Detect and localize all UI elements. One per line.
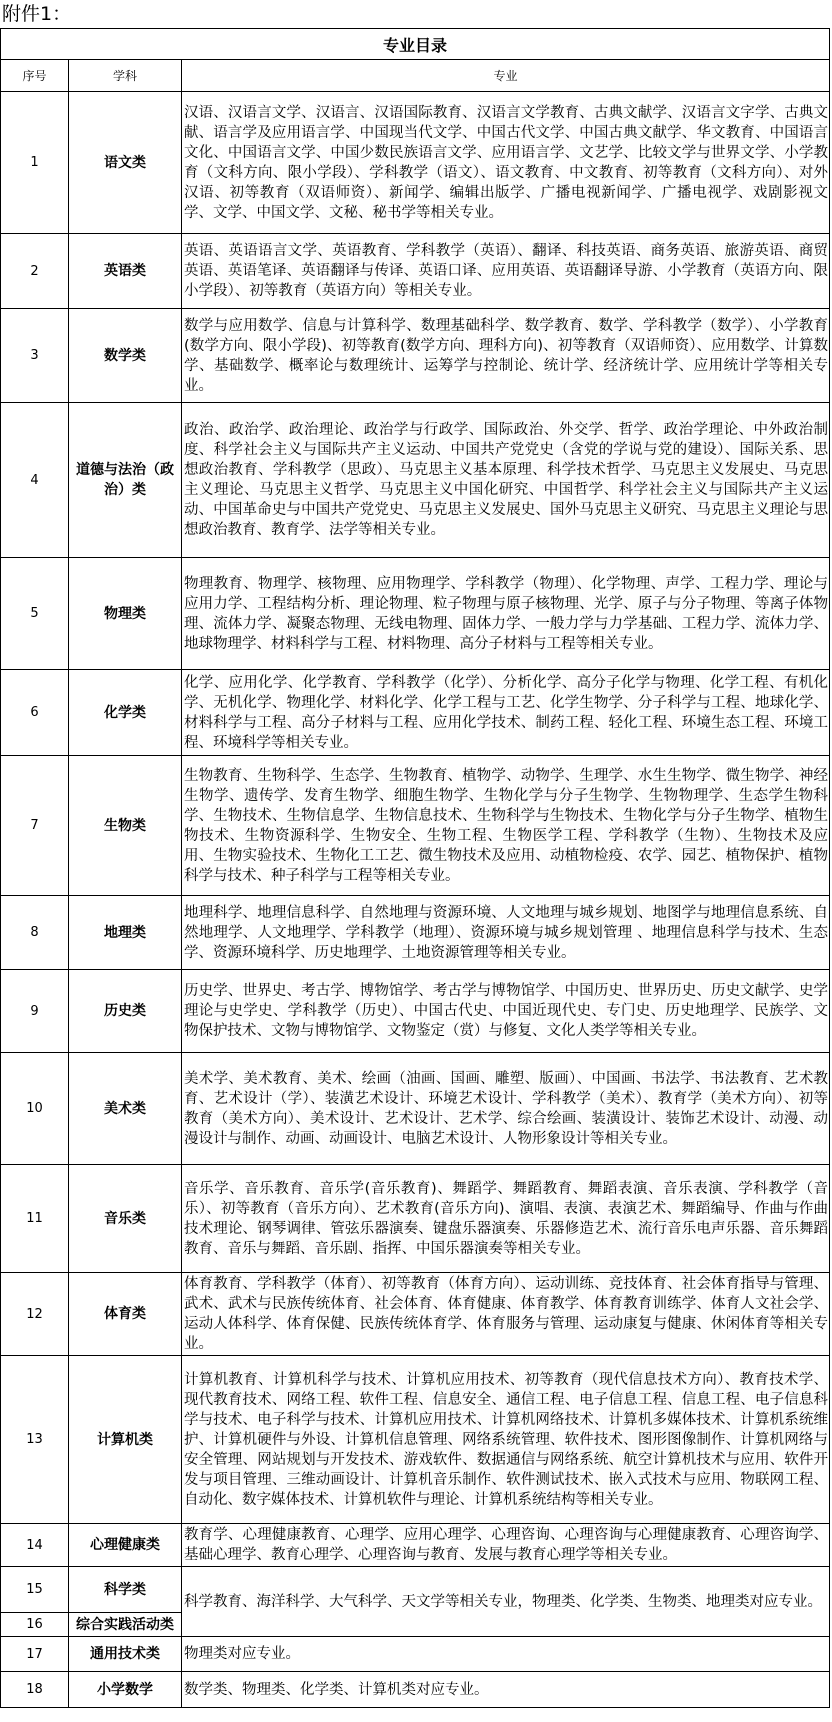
subject-cell: 计算机类	[69, 1356, 182, 1524]
row-number: 14	[1, 1524, 69, 1567]
row-number: 16	[1, 1613, 69, 1637]
major-cell: 体育教育、学科教学（体育）、初等教育（体育方向）、运动训练、竞技体育、社会体育指导与管理、武术、武术与民族传统体育、社会体育、体育健康、体育教学、体育教育训练学、体育人文社会学、运动人体科学、体育保健、民族传统体育学、体育服务与管理、运动康复与健康、休闲体育等相关专业。	[182, 1273, 830, 1356]
attachment-label: 附件1：	[2, 3, 72, 25]
table-row	[1, 1356, 830, 1524]
major-cell: 数学类、物理类、化学类、计算机类对应专业。	[182, 1672, 830, 1708]
major-cell: 汉语、汉语言文学、汉语言、汉语国际教育、汉语言文学教育、古典文献学、汉语言文字学、古典文献、语言学及应用语言学、中国现当代文学、中国古代文学、中国古典文献学、华文教育、中国语言文化、中国语言文学、中国少数民族语言文学、应用语言学、文艺学、比较文学与世界文学、小学教育（文科方向、限小学段）、学科教学（语文）、语文教育、中文教育、初等教育（文科方向）、对外汉语、初等教育（双语师资）、新闻学、编辑出版学、广播电视新闻学、广播电视学、戏剧影视文学、文学、中国文学、文秘、秘书学等相关专业。	[182, 92, 830, 234]
subject-cell: 化学类	[69, 670, 182, 756]
row-number: 17	[1, 1637, 69, 1672]
major-cell: 物理教育、物理学、核物理、应用物理学、学科教学（物理）、化学物理、声学、工程力学、理论与应用力学、工程结构分析、理论物理、粒子物理与原子核物理、光学、原子与分子物理、等离子体物理、流体力学、凝聚态物理、无线电物理、固体力学、一般力学与力学基础、工程力学、流体力学、地球物理学、材料科学与工程、材料物理、高分子材料与工程等相关专业。	[182, 558, 830, 670]
subject-cell: 地理类	[69, 896, 182, 970]
subject-cell: 科学类	[69, 1567, 182, 1613]
subject-cell: 综合实践活动类	[69, 1613, 182, 1637]
major-cell: 美术学、美术教育、美术、绘画（油画、国画、雕塑、版画）、中国画、书法学、书法教育、艺术教育、艺术设计（学）、装潢艺术设计、环境艺术设计、学科教学（美术）、教育学（美术方向）、初等教育（美术方向）、美术设计、艺术设计、艺术学、综合绘画、装潢设计、装饰艺术设计、动漫、动漫设计与制作、动画、动画设计、电脑艺术设计、人物形象设计等相关专业。	[182, 1053, 830, 1165]
subject-cell: 美术类	[69, 1053, 182, 1165]
major-cell: 生物教育、生物科学、生态学、生物教育、植物学、动物学、生理学、水生生物学、微生物学、神经生物学、遗传学、发育生物学、细胞生物学、生物化学与分子生物学、生物物理学、生态学生物科学、生物技术、生物信息学、生物信息技术、生物科学与生物技术、生物化学与分子生物学、植物生物技术、生物资源科学、生物安全、生物工程、生物医学工程、学科教学（生物）、生物技术及应用、生物实验技术、生物化工工艺、微生物技术及应用、动植物检疫、农学、园艺、植物保护、植物科学与技术、种子科学与工程等相关专业。	[182, 756, 830, 896]
table-row	[1, 558, 830, 670]
table-row	[1, 1165, 830, 1273]
major-cell: 教育学、心理健康教育、心理学、应用心理学、心理咨询、心理咨询与心理健康教育、心理咨询学、基础心理学、教育心理学、心理咨询与教育、发展与教育心理学等相关专业。	[182, 1524, 830, 1567]
table-row	[1, 1524, 830, 1567]
subject-cell: 通用技术类	[69, 1637, 182, 1672]
major-cell: 政治、政治学、政治理论、政治学与行政学、国际政治、外交学、哲学、政治学理论、中外政治制度、科学社会主义与国际共产主义运动、中国共产党党史（含党的学说与党的建设）、国际关系、思想政治教育、学科教学（思政）、马克思主义基本原理、科学技术哲学、马克思主义发展史、马克思主义理论、马克思主义哲学、马克思主义中国化研究、中国哲学、科学社会主义与国际共产主义运动、中国革命史与中国共产党党史、马克思主义发展史、国外马克思主义研究、马克思主义理论与思想政治教育、教育学、法学等相关专业。	[182, 403, 830, 558]
subject-cell: 生物类	[69, 756, 182, 896]
row-number: 1	[1, 92, 69, 234]
row-number: 15	[1, 1567, 69, 1613]
table-row	[1, 970, 830, 1053]
header-subject: 学科	[69, 60, 182, 92]
subject-cell: 物理类	[69, 558, 182, 670]
row-number: 3	[1, 309, 69, 403]
header-major: 专业	[182, 60, 830, 92]
major-cell: 英语、英语语言文学、英语教育、学科教学（英语）、翻译、科技英语、商务英语、旅游英语、商贸英语、英语笔译、英语翻译与传译、英语口译、应用英语、英语翻译导游、小学教育（英语方向、限小学段）、初等教育（英语方向）等相关专业。	[182, 234, 830, 309]
row-number: 13	[1, 1356, 69, 1524]
row-number: 2	[1, 234, 69, 309]
row-number: 11	[1, 1165, 69, 1273]
major-cell: 科学教育、海洋科学、大气科学、天文学等相关专业，物理类、化学类、生物类、地理类对应专业。	[182, 1567, 830, 1637]
table-row	[1, 309, 830, 403]
subject-cell: 数学类	[69, 309, 182, 403]
table-row	[1, 756, 830, 896]
row-number: 4	[1, 403, 69, 558]
table-row	[1, 1672, 830, 1708]
row-number: 8	[1, 896, 69, 970]
row-number: 10	[1, 1053, 69, 1165]
row-number: 6	[1, 670, 69, 756]
major-cell: 地理科学、地理信息科学、自然地理与资源环境、人文地理与城乡规划、地图学与地理信息系统、自然地理学、人文地理学、学科教学（地理）、资源环境与城乡规划管理 、地理信息科学与技术、生态学、资源环境科学、历史地理学、土地资源管理等相关专业。	[182, 896, 830, 970]
subject-cell: 道德与法治（政治）类	[69, 403, 182, 558]
table-row	[1, 92, 830, 234]
table-row	[1, 1053, 830, 1165]
table-row	[1, 670, 830, 756]
major-cell: 数学与应用数学、信息与计算科学、数理基础科学、数学教育、数学、学科教学（数学）、小学教育(数学方向、限小学段)、初等教育(数学方向、理科方向)、初等教育（双语师资）、应用数学、计算数学、基础数学、概率论与数理统计、运筹学与控制论、统计学、经济统计学、应用统计学等相关专业。	[182, 309, 830, 403]
table-row	[1, 896, 830, 970]
row-number: 9	[1, 970, 69, 1053]
subject-cell: 小学数学	[69, 1672, 182, 1708]
subject-cell: 体育类	[69, 1273, 182, 1356]
major-cell: 化学、应用化学、化学教育、学科教学（化学）、分析化学、高分子化学与物理、化学工程、有机化学、无机化学、物理化学、材料化学、化学工程与工艺、化学生物学、分子科学与工程、地球化学、材料科学与工程、高分子材料与工程、应用化学技术、制药工程、轻化工程、环境生态工程、环境工程、环境科学等相关专业。	[182, 670, 830, 756]
major-cell: 计算机教育、计算机科学与技术、计算机应用技术、初等教育（现代信息技术方向）、教育技术学、现代教育技术、网络工程、软件工程、信息安全、通信工程、电子信息工程、信息工程、电子信息科学与技术、电子科学与技术、计算机应用技术、计算机网络技术、计算机多媒体技术、计算机系统维护、计算机硬件与外设、计算机信息管理、网络系统管理、软件技术、图形图像制作、计算机网络与安全管理、网站规划与开发技术、游戏软件、数据通信与网络系统、航空计算机技术与应用、软件开发与项目管理、三维动画设计、计算机音乐制作、软件测试技术、嵌入式技术与应用、物联网工程、自动化、数字媒体技术、计算机软件与理论、计算机系统结构等相关专业。	[182, 1356, 830, 1524]
subject-cell: 音乐类	[69, 1165, 182, 1273]
major-cell: 物理类对应专业。	[182, 1637, 830, 1672]
table-row	[1, 1273, 830, 1356]
major-cell: 历史学、世界史、考古学、博物馆学、考古学与博物馆学、中国历史、世界历史、历史文献学、史学理论与史学史、学科教学（历史）、中国古代史、中国近现代史、专门史、历史地理学、民族学、文物保护技术、文物与博物馆学、文物鉴定（赏）与修复、文化人类学等相关专业。	[182, 970, 830, 1053]
table-row	[1, 234, 830, 309]
row-number: 7	[1, 756, 69, 896]
major-cell: 音乐学、音乐教育、音乐学(音乐教育)、舞蹈学、舞蹈教育、舞蹈表演、音乐表演、学科教学（音乐）、初等教育（音乐方向）、艺术教育(音乐方向)、演唱、表演、表演艺术、舞蹈编导、作曲与作曲技术理论、钢琴调律、管弦乐器演奏、键盘乐器演奏、乐器修造艺术、流行音乐电声乐器、音乐舞蹈教育、音乐与舞蹈、音乐剧、指挥、中国乐器演奏等相关专业。	[182, 1165, 830, 1273]
subject-cell: 心理健康类	[69, 1524, 182, 1567]
table-title: 专业目录	[1, 29, 830, 60]
table-row	[1, 1567, 830, 1613]
subject-cell: 英语类	[69, 234, 182, 309]
table-row	[1, 1637, 830, 1672]
subject-cell: 历史类	[69, 970, 182, 1053]
row-number: 12	[1, 1273, 69, 1356]
header-no: 序号	[1, 60, 69, 92]
table-row	[1, 403, 830, 558]
subject-cell: 语文类	[69, 92, 182, 234]
row-number: 18	[1, 1672, 69, 1708]
row-number: 5	[1, 558, 69, 670]
major-catalog-table	[0, 28, 830, 1708]
